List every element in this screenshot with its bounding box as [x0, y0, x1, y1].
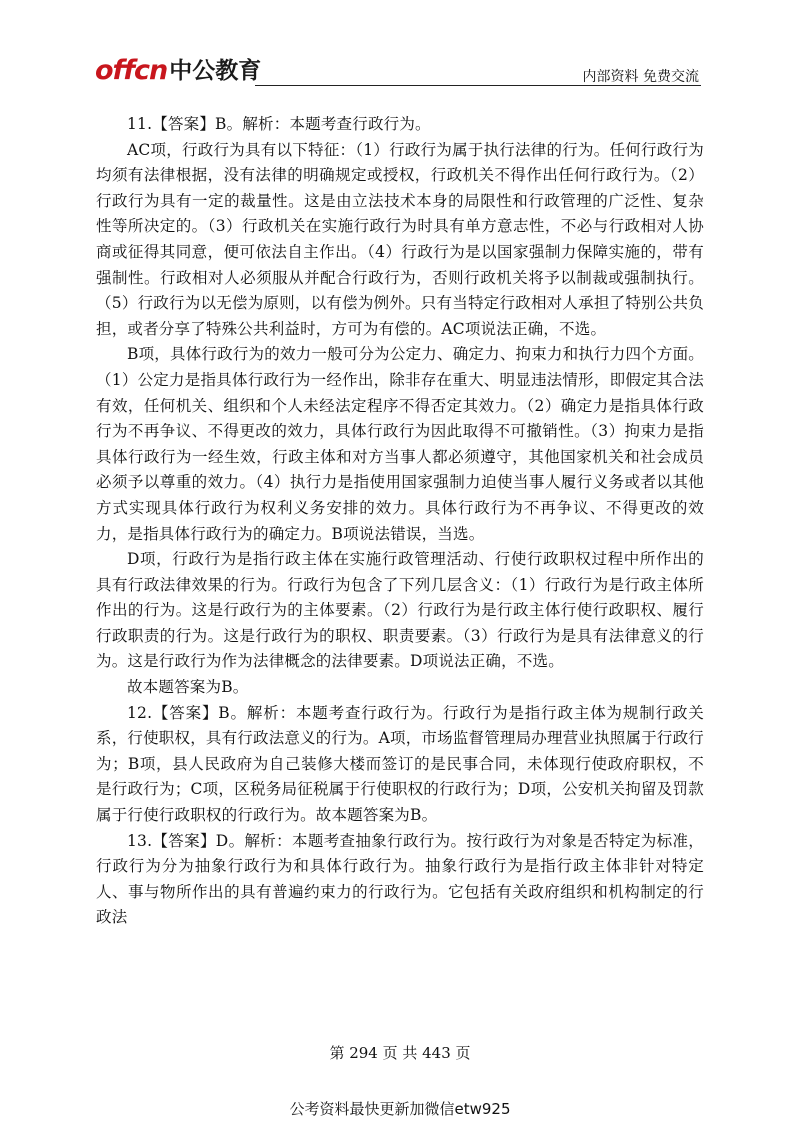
offcn-logo [95, 56, 261, 86]
paragraph-q12: 12.【答案】B。解析：本题考查行政行为。行政行为是指行政主体为规制行政关系，行使职权，具有行政法意义的行为。A项，市场监督管理局办理营业执照属于行政行为；B项，县人民政府为自己装修大楼而签订的是民事合同，未体现行使政府职权，不是行政行为；C项，区税务局征税属于行使职权的行政行为；D项，公安机关拘留及罚款属于行使行政职权的行政行为。故本题答案为B。 [96, 703, 704, 825]
logo-en-text: offcn [95, 55, 168, 86]
logo-cn-text: 中公教育 [169, 58, 262, 84]
paragraph-q11-answer: 11.【答案】B。解析：本题考查行政行为。 [127, 115, 431, 133]
paragraph-q11-ac: AC项，行政行为具有以下特征：（1）行政行为属于执行法律的行为。任何行政行为均须有法律根据，没有法律的明确规定或授权，行政机关不得作出任何行政行为。（2）行政行为具有一定的裁量性。这是由立法技术本身的局限性和行政管理的广泛性、复杂性等所决定的。（3）行政机关在实施行政行为时具有单方意志性，不必与行政相对人协商或征得其同意，便可依法自主作出。（4）行政行为是以国家强制力保障实施的，带有强制性。行政相对人必须服从并配合行政行为，否则行政机关将予以制裁或强制执行。（5）行政行为以无偿为原则，以有偿为例外。只有当特定行政相对人承担了特别公共负担，或者分享了特殊公共利益时，方可为有偿的。AC项说法正确，不选。 [96, 140, 704, 338]
page-number: 第 294 页 共 443 页 [329, 1044, 471, 1062]
paragraph-q13: 13.【答案】D。解析：本题考查抽象行政行为。按行政行为对象是否特定为标准，行政行为分为抽象行政行为和具体行政行为。抽象行政行为是指行政主体非针对特定人、事与物所作出的具有普遍约束力的行政行为。它包括有关政府组织和机构制定的行政法 [96, 831, 704, 927]
document-body [96, 112, 704, 931]
paragraph-q11-d: D项，行政行为是指行政主体在实施行政管理活动、行使行政职权过程中所作出的具有行政法律效果的行为。行政行为包含了下列几层含义：（1）行政行为是行政主体所作出的行为。这是行政行为的主体要素。（2）行政行为是行政主体行使行政职权、履行行政职责的行为。这是行政行为的职权、职责要素。（3）行政行为是具有法律意义的行为。这是行政行为作为法律概念的法律要素。D项说法正确，不选。 [96, 550, 704, 671]
paragraph-q11-b: B项，具体行政行为的效力一般可分为公定力、确定力、拘束力和执行力四个方面。（1）公定力是指具体行政行为一经作出，除非存在重大、明显违法情形，即假定其合法有效，任何机关、组织和个人未经法定程序不得否定其效力。（2）确定力是指具体行政行为不再争议、不得更改的效力，具体行政行为因此取得不可撤销性。（3）拘束力是指具体行政行为一经生效，行政主体和对方当事人都必须遵守，其他国家机关和社会成员必须予以尊重的效力。（4）执行力是指使用国家强制力迫使当事人履行义务或者以其他方式实现具体行政行为权利义务安排的效力。具体行政行为不再争议、不得更改的效力，是指具体行政行为的确定力。B项说法错误，当选。 [96, 345, 704, 543]
page-header [95, 56, 701, 88]
footer-note: 公考资料最快更新加微信etw925 [289, 1100, 511, 1118]
header-right-label: 内部资料 免费交流 [582, 69, 699, 85]
paragraph-q11-conclusion: 故本题答案为B。 [127, 678, 249, 697]
